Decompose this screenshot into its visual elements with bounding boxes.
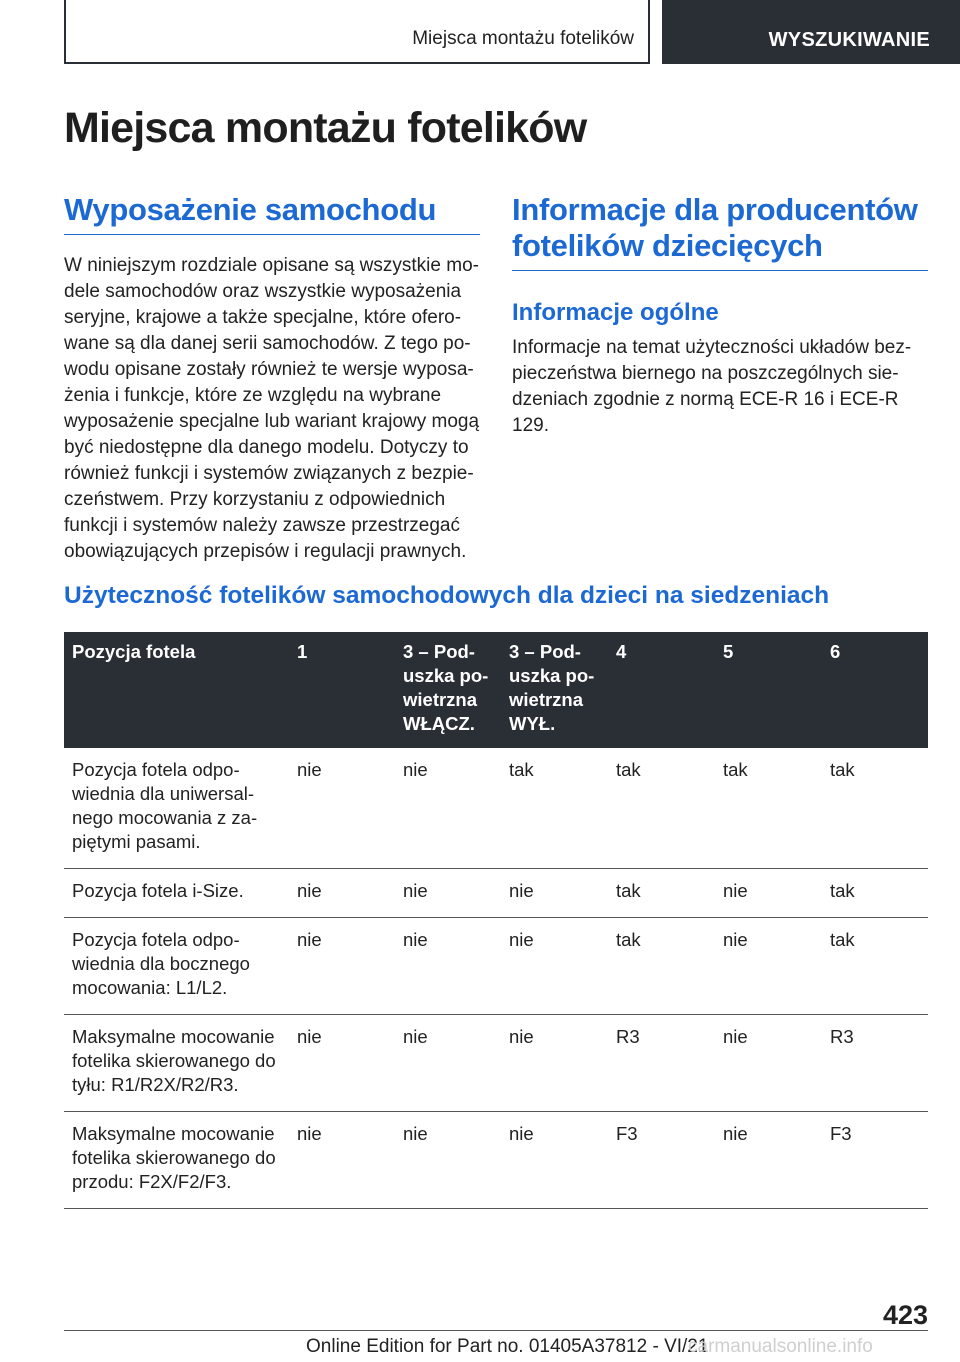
table-header-cell: 5	[715, 632, 822, 748]
table-cell: nie	[501, 869, 608, 918]
page-title: Miejsca montażu fotelików	[64, 104, 587, 152]
table-cell: nie	[395, 918, 501, 1015]
table-row	[64, 748, 928, 869]
table-cell: tak	[608, 748, 715, 869]
table-cell: nie	[289, 1015, 395, 1112]
table-cell: Maksymalne mocowanie fotelika skierowanego do przodu: F2X/F2/F3.	[64, 1112, 289, 1209]
table-cell: nie	[289, 1112, 395, 1209]
table-header-cell: 4	[608, 632, 715, 748]
table-cell: nie	[715, 1112, 822, 1209]
table-cell: Pozycja fotela i-Size.	[64, 869, 289, 918]
table-cell: R3	[608, 1015, 715, 1112]
table-cell: nie	[501, 918, 608, 1015]
search-tab[interactable]	[662, 0, 960, 64]
table-header-cell: 6	[822, 632, 928, 748]
table-header-cell: Pozycja fotela	[64, 632, 289, 748]
equipment-paragraph: W niniejszym rozdziale opisane są wszystkie mo-dele samochodów oraz wszystkie wyposażenia seryjne, krajowe a także specjalne, które ofero-wane są dla danej serii samochodów. Z tego po-wodu opisane zostały również te wersje wyposa-żenia i funkcje, które ze względu na wybrane wyposażenie specjalne lub wariant krajowy mogą być niedostępne dla danego modelu. Dotyczy to również funkcji i systemów związanych z bezpie-czeństwem. Przy korzystaniu z odpowiednich funkcji i systemów należy zawsze przestrzegać obowiązujących przepisów i regulacji prawnych.	[64, 255, 480, 562]
table-cell: nie	[395, 748, 501, 869]
seat-usability-table	[64, 632, 928, 1209]
table-cell: tak	[608, 869, 715, 918]
footer-edition-text: Online Edition for Part no. 01405A37812 - VI/21	[306, 1336, 709, 1357]
table-cell: nie	[501, 1015, 608, 1112]
table-header-cell: 1	[289, 632, 395, 748]
table-cell: tak	[715, 748, 822, 869]
table-cell: nie	[289, 918, 395, 1015]
table-cell: nie	[395, 1112, 501, 1209]
header-section-tab[interactable]	[64, 0, 650, 64]
table-cell: Pozycja fotela odpo-wiednia dla uniwersal-nego mocowania z za-piętymi pasami.	[64, 748, 289, 869]
table-cell: tak	[608, 918, 715, 1015]
table-cell: tak	[501, 748, 608, 869]
table-cell: Pozycja fotela odpo-wiednia dla bocznego mocowania: L1/L2.	[64, 918, 289, 1015]
table-header-cell: 3 – Pod-uszka po-wietrzna WYŁ.	[501, 632, 608, 748]
table-cell: R3	[822, 1015, 928, 1112]
header-section-label: Miejsca montażu fotelików	[412, 28, 634, 49]
table-cell: nie	[715, 918, 822, 1015]
table-cell: nie	[715, 869, 822, 918]
table-cell: tak	[822, 918, 928, 1015]
table-row	[64, 869, 928, 918]
table-cell: nie	[395, 1015, 501, 1112]
table-row	[64, 1015, 928, 1112]
table-cell: nie	[289, 748, 395, 869]
table-cell: Maksymalne mocowanie fotelika skierowanego do tyłu: R1/R2X/R2/R3.	[64, 1015, 289, 1112]
right-column	[512, 192, 928, 439]
left-column	[64, 192, 480, 565]
search-tab-label: WYSZUKIWANIE	[768, 29, 930, 51]
footer-watermark: carmanualsonline.info	[688, 1336, 873, 1357]
table-cell: nie	[715, 1015, 822, 1112]
section-heading-manufacturers: Informacje dla producentów fotelików dziecięcych	[512, 192, 928, 271]
table-cell: tak	[822, 748, 928, 869]
table-row	[64, 918, 928, 1015]
table-cell: nie	[289, 869, 395, 918]
general-info-paragraph: Informacje na temat użyteczności układów bez-pieczeństwa biernego na poszczególnych sie-dzeniach zgodnie z normą ECE-R 16 i ECE-R 129.	[512, 337, 912, 436]
section-heading-equipment: Wyposażenie samochodu	[64, 192, 480, 235]
page-number: 423	[882, 1300, 928, 1330]
table-header-cell: 3 – Pod-uszka po-wietrzna WŁĄCZ.	[395, 632, 501, 748]
table-title: Użyteczność fotelików samochodowych dla dzieci na siedzeniach	[64, 582, 830, 609]
footer-divider	[64, 1330, 928, 1331]
table-cell: nie	[395, 869, 501, 918]
table-cell: tak	[822, 869, 928, 918]
table-cell: nie	[501, 1112, 608, 1209]
table-cell: F3	[608, 1112, 715, 1209]
table-header-row	[64, 632, 928, 748]
table-cell: F3	[822, 1112, 928, 1209]
subsection-heading-general: Informacje ogólne	[512, 299, 719, 326]
table-row	[64, 1112, 928, 1209]
